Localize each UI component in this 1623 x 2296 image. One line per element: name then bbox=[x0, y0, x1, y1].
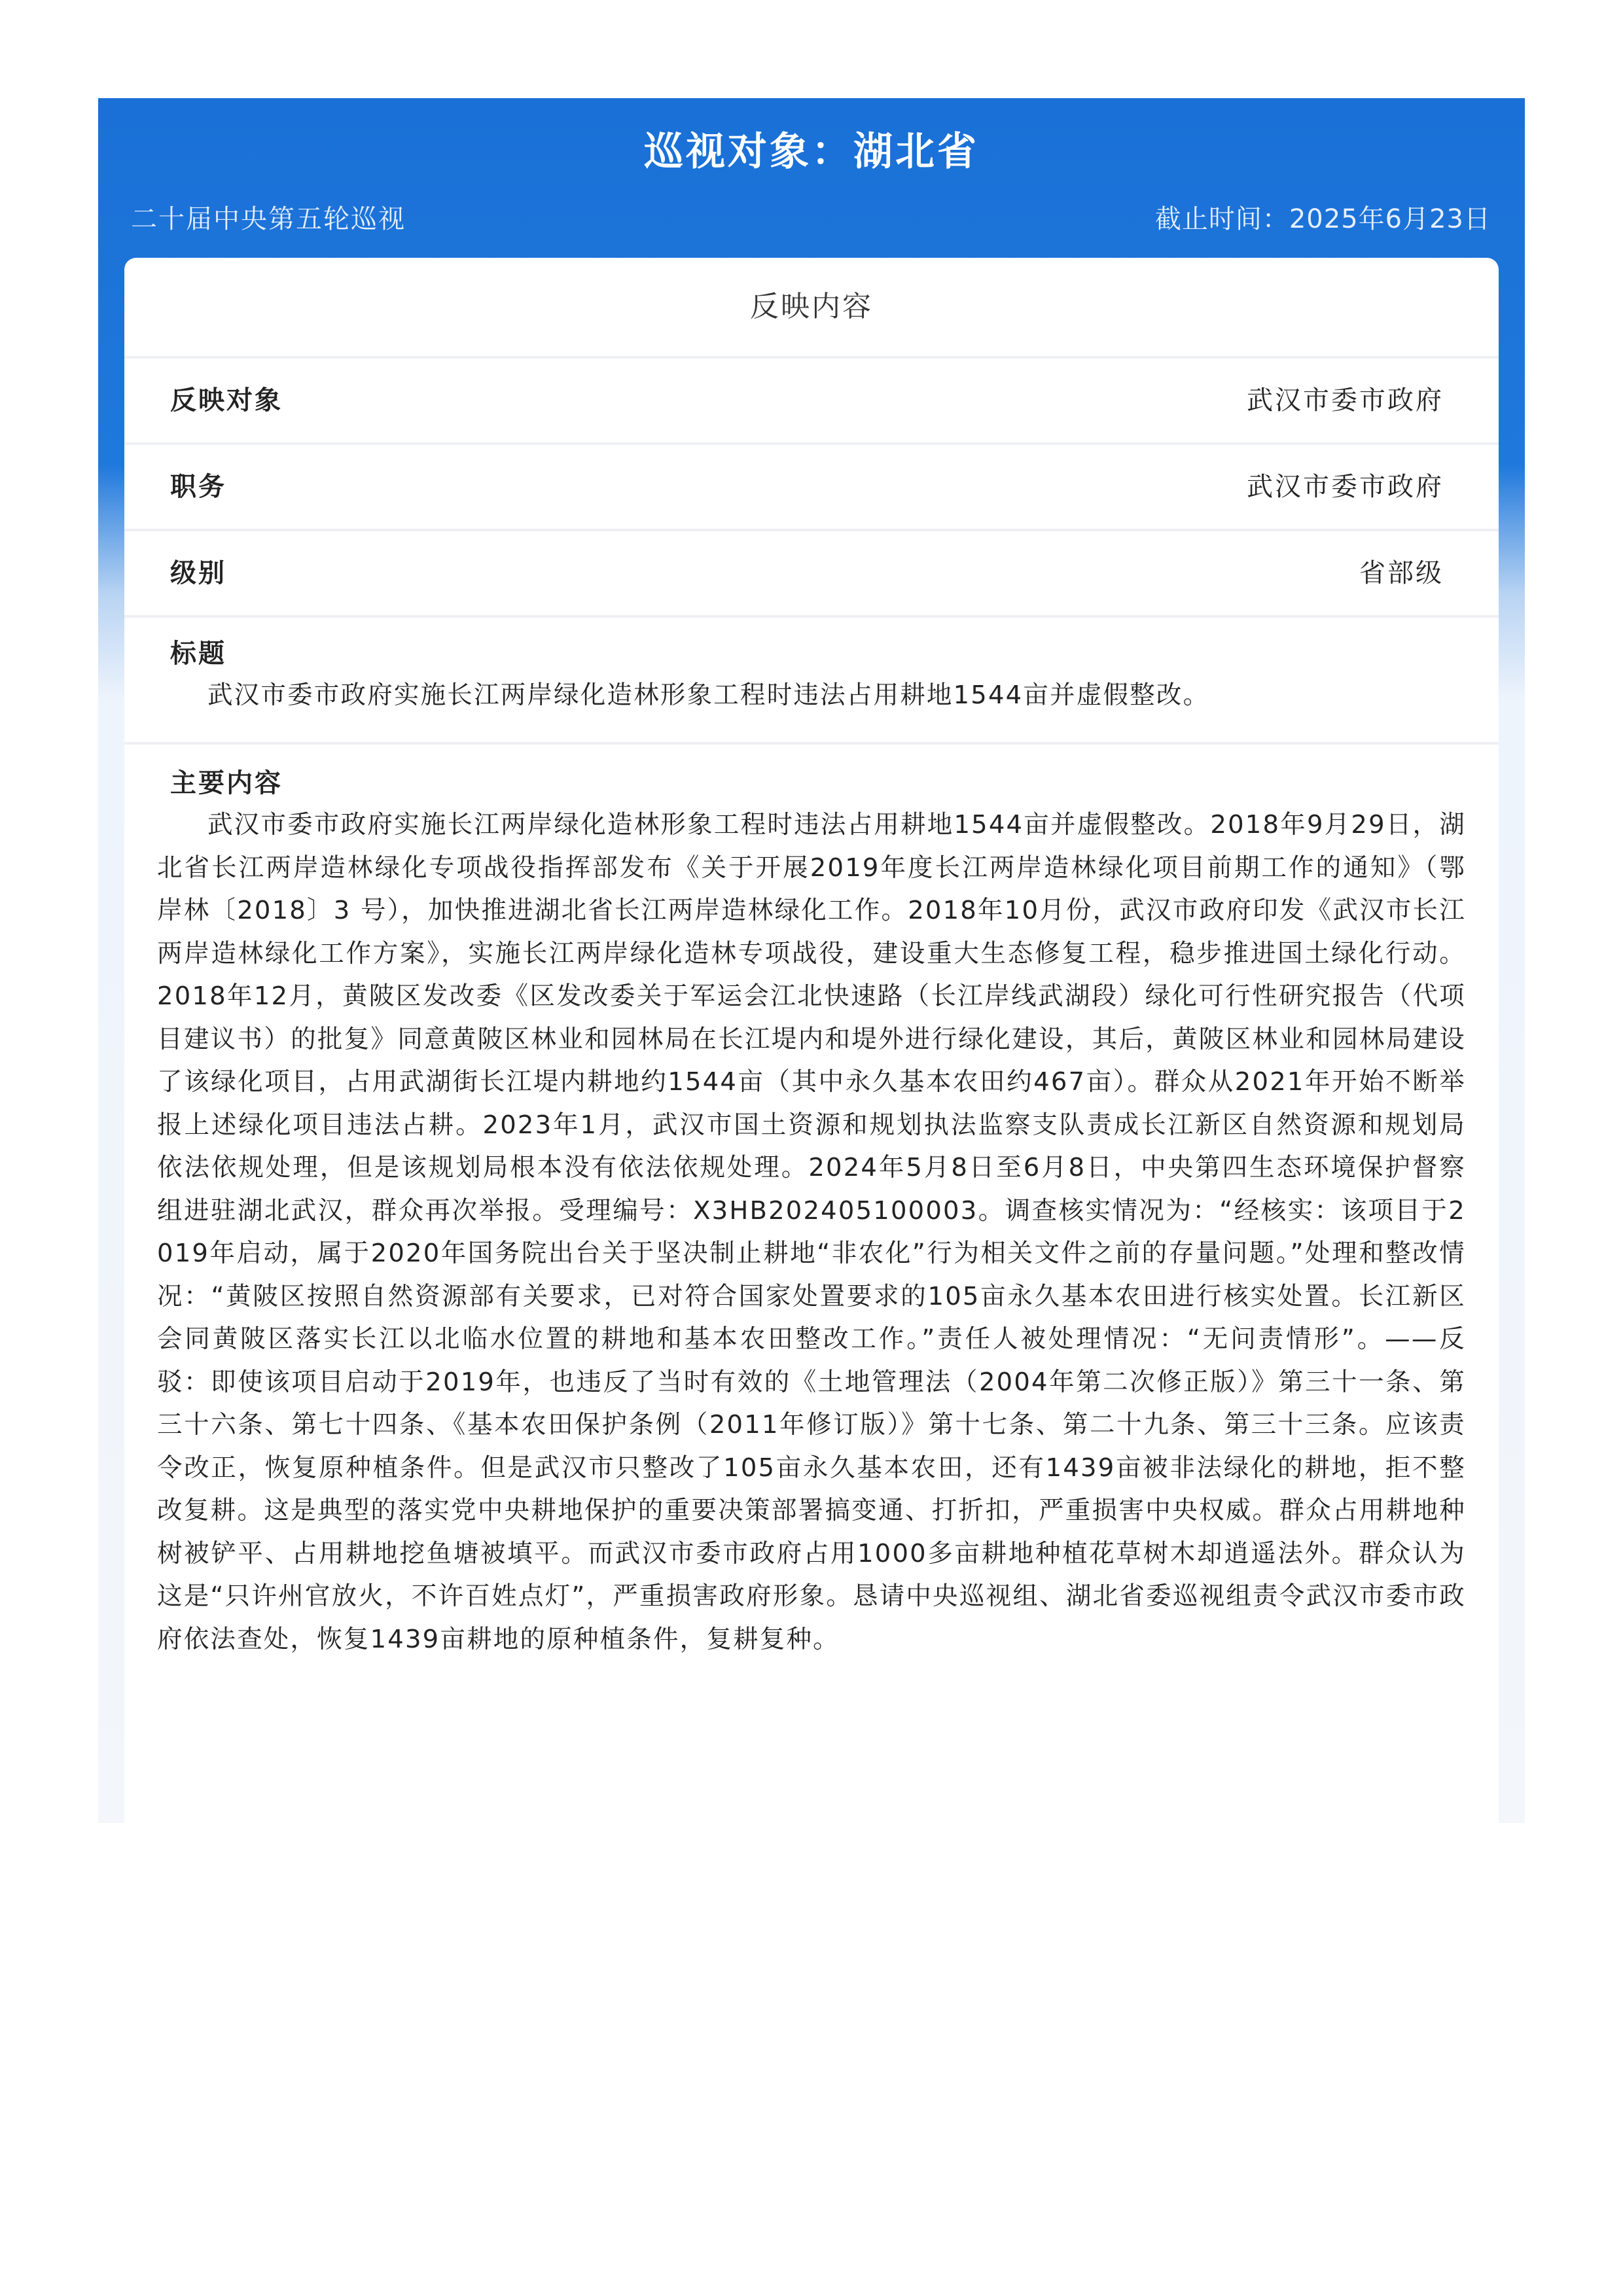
report-frame bbox=[98, 98, 1525, 1823]
page-title: 巡视对象：湖北省 bbox=[644, 129, 979, 175]
report-card bbox=[124, 258, 1499, 1823]
divider bbox=[124, 742, 1499, 745]
deadline-date: 截止时间：2025年6月23日 bbox=[1154, 204, 1491, 234]
row-level bbox=[124, 531, 1499, 615]
row-target bbox=[124, 359, 1499, 442]
row-position bbox=[124, 445, 1499, 529]
row-label: 反映对象 bbox=[170, 385, 283, 415]
row-value: 武汉市委市政府 bbox=[1247, 472, 1444, 502]
title-section-label: 标题 bbox=[170, 639, 226, 669]
content-section-label: 主要内容 bbox=[170, 768, 283, 798]
card-heading: 反映内容 bbox=[750, 290, 873, 323]
row-value: 省部级 bbox=[1359, 558, 1444, 588]
content-section-text: 武汉市委市政府实施长江两岸绿化造林形象工程时违法占用耕地1544亩并虚假整改。2018年9月29日，湖北省长江两岸造林绿化专项战役指挥部发布《关于开展2019年度长江两岸造林绿化项目前期工作的通知》（鄂岸林〔2018〕3 号），加快推进湖北省长江两岸造林绿化工作。2018年10月份，武汉市政府印发《武汉市长江两岸造林绿化工作方案》，实施长江两岸绿化造林专项战役，建设重大生态修复工程，稳步推进国土绿化行动。2018年12月，黄陂区发改委《区发改委关于军运会江北快速路（长江岸线武湖段）绿化可行性研究报告（代项目建议书）的批复》同意黄陂区林业和园林局在长江堤内和堤外进行绿化建设，其后，黄陂区林业和园林局建设了该绿化项目，占用武湖街长江堤内耕地约1544亩（其中永久基本农田约467亩）。群众从2021年开始不断举报上述绿化项目违法占耕。2023年1月，武汉市国土资源和规划执法监察支队责成长江新区自然资源和规划局依法依规处理，但是该规划局根本没有依法依规处理。2024年5月8日至6月8日，中央第四生态环境保护督察组进驻湖北武汉，群众再次举报。受理编号：X3HB202405100003。调查核实情况为：“经核实：该项目于2019年启动，属于2020年国务院出台关于坚决制止耕地“非农化”行为相关文件之前的存量问题。”处理和整改情况：“黄陂区按照自然资源部有关要求，已对符合国家处置要求的105亩永久基本农田进行核实处置。长江新区会同黄陂区落实长江以北临水位置的耕地和基本农田整改工作。”责任人被处理情况：“无问责情形”。——反驳：即使该项目启动于2019年，也违反了当时有效的《土地管理法（2004年第二次修正版）》第三十一条、第三十六条、第七十四条、《基本农田保护条例（2011年修订版）》第十七条、第二十九条、第三十三条。应该责令改正，恢复原种植条件。但是武汉市只整改了105亩永久基本农田，还有1439亩被非法绿化的耕地，拒不整改复耕。这是典型的落实党中央耕地保护的重要决策部署搞变通、打折扣，严重损害中央权威。群众占用耕地种树被铲平、占用耕地挖鱼塘被填平。而武汉市委市政府占用1000多亩耕地种植花草树木却逍遥法外。群众认为这是“只许州官放火，不许百姓点灯”，严重损害政府形象。恳请中央巡视组、湖北省委巡视组责令武汉市委市政府依法查处，恢复1439亩耕地的原种植条件，复耕复种。 bbox=[157, 810, 1466, 1654]
inspection-round: 二十届中央第五轮巡视 bbox=[131, 204, 406, 234]
row-label: 职务 bbox=[170, 472, 226, 502]
divider bbox=[124, 615, 1499, 618]
title-section-text: 武汉市委市政府实施长江两岸绿化造林形象工程时违法占用耕地1544亩并虚假整改。 bbox=[207, 680, 1210, 710]
row-value: 武汉市委市政府 bbox=[1247, 385, 1444, 415]
row-label: 级别 bbox=[170, 558, 226, 588]
